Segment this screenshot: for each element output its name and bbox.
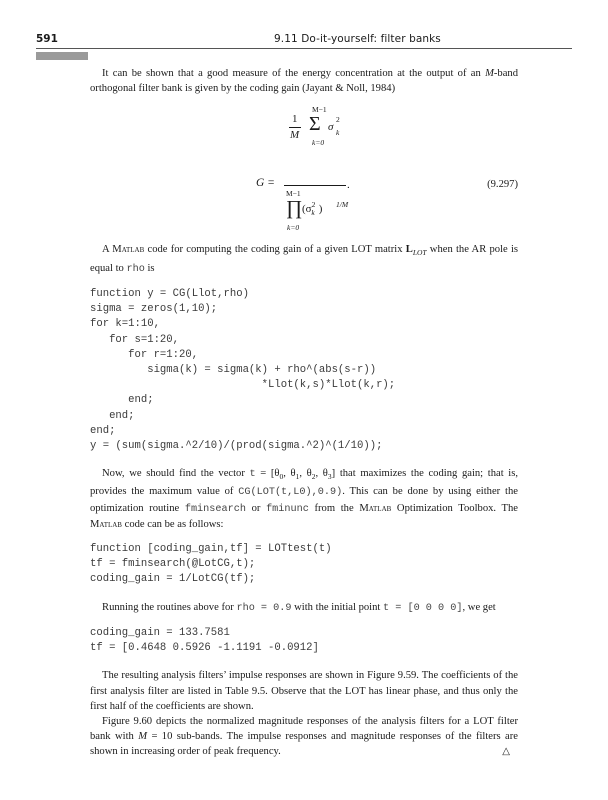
para3-text-h: or xyxy=(245,502,267,514)
para2-text-b: code for computing the coding gain of a given LOT matrix xyxy=(144,244,406,256)
bottom-prod-lower-limit: k=0 xyxy=(287,223,300,233)
end-of-example-triangle-icon: △ xyxy=(502,746,510,758)
header-bar xyxy=(36,52,88,60)
para2-text-a: A xyxy=(102,244,113,256)
matlab-name: Matlab xyxy=(359,502,392,514)
prod-exponent: 1/M xyxy=(336,200,349,210)
paragraph-coding-gain-intro xyxy=(90,66,518,96)
sigma-subscript: k xyxy=(336,128,340,138)
code-cg-call: CG(LOT(t,L0),0.9) xyxy=(238,487,343,499)
matlab-name: Matlab xyxy=(90,518,122,530)
para4-text-c: , we get xyxy=(462,601,496,613)
equation-lhs: G = xyxy=(256,177,275,190)
code-t: t xyxy=(249,469,256,481)
math-M: M xyxy=(485,68,494,79)
paragraph-optimization xyxy=(90,466,518,532)
code-fminsearch: fminsearch xyxy=(184,503,246,515)
para2-text-d: is xyxy=(144,262,155,274)
para3-text-g: . This can be done by using either the optimization routine xyxy=(90,486,518,514)
bottom-prod-upper-limit: M−1 xyxy=(286,189,301,199)
para1-text-a: It can be shown that a good measure of the energy concentration at the output of an xyxy=(102,68,481,79)
top-sum-upper-limit: M−1 xyxy=(312,105,327,115)
paragraph-running-routines xyxy=(90,600,518,616)
paragraph-magnitude-responses xyxy=(90,714,518,760)
code-fminunc: fminunc xyxy=(266,503,309,515)
para1-text-b: -band orthogonal filter bank is given by the coding gain (Jayant & Noll, 1984) xyxy=(90,68,519,95)
math-M: M xyxy=(138,731,148,743)
product-symbol: ∏ xyxy=(286,197,303,220)
equation-9-297 xyxy=(90,100,518,233)
code-block-lottest: function [coding_gain,tf] = LOTtest(t) tf = fminsearch(@LotCG,t); coding_gain = 1/LotCG(tf); xyxy=(90,543,332,586)
code-block-results: coding_gain = 133.7581 tf = [0.4648 0.5926 -1.1191 -0.0912] xyxy=(90,626,319,655)
page-header xyxy=(36,33,572,49)
frac-bar-small xyxy=(289,127,301,128)
page-number: 591 xyxy=(36,33,58,45)
equation-period: . xyxy=(347,179,350,192)
para3-text-a: Now, we should find the vector xyxy=(102,468,250,480)
theta-sub-0: 0 xyxy=(279,472,284,482)
code-rho-eq: rho = 0.9 xyxy=(236,602,292,614)
math-L-subscript: LOT xyxy=(412,248,427,258)
prod-term-open: (σ xyxy=(302,203,312,216)
product-term xyxy=(302,200,323,218)
summation-symbol: Σ xyxy=(309,113,321,136)
para3-text-e: , θ xyxy=(315,468,328,480)
para2-text-c: when the AR pole is equal to xyxy=(90,244,519,274)
running-head: 9.11 Do-it-yourself: filter banks xyxy=(274,33,441,45)
theta-sub-3: 3 xyxy=(327,472,332,482)
matlab-name: Matlab xyxy=(112,244,145,256)
code-t-init: t = [0 0 0 0] xyxy=(383,602,463,614)
para3-text-d: , θ xyxy=(299,468,312,480)
para6-text-a: Figure 9.60 depicts the normalized magnitude responses of the analysis filters for a LOT filter bank with xyxy=(90,715,518,743)
para3-text-c: , θ xyxy=(283,468,296,480)
page-body xyxy=(90,66,518,760)
theta-sub-2: 2 xyxy=(311,472,316,482)
sigma-superscript: 2 xyxy=(336,115,340,125)
sigma-term: σ xyxy=(328,121,334,134)
prod-term-close: ) xyxy=(318,203,323,216)
para4-text-a: Running the routines above for xyxy=(102,601,237,613)
top-sum-lower-limit: k=0 xyxy=(312,138,325,148)
prod-subscript: k xyxy=(311,208,315,218)
para4-text-b: with the initial point xyxy=(291,601,384,613)
para3-text-b: = [θ xyxy=(255,468,280,480)
para3-text-f: ] that maximizes the coding gain; that is, provides the maximum value of xyxy=(90,468,519,498)
prod-superscript: 2 xyxy=(311,200,316,210)
frac-numerator: 1 xyxy=(292,113,298,126)
frac-denominator: M xyxy=(290,129,300,142)
paragraph-matlab-lot-intro xyxy=(90,242,518,277)
code-rho: rho xyxy=(126,263,145,275)
para3-text-k: code can be as follows: xyxy=(121,518,224,530)
paragraph-impulse-responses: The resulting analysis filters’ impulse responses are shown in Figure 9.59. The coefficients of the first analysis filter are listed in Table 9.5. Observe that the LOT has linear phase, and thus only the first half of the coefficients are shown. xyxy=(90,670,518,712)
equation-number: (9.297) xyxy=(487,179,518,191)
para6-text-b: = 10 sub-bands. The impulse responses and magnitude responses of the filters are shown in increasing order of peak frequency. xyxy=(90,731,518,758)
main-fraction-bar xyxy=(284,185,346,186)
header-rule xyxy=(36,48,572,49)
para3-text-j: Optimization Toolbox. The xyxy=(391,502,518,514)
math-L: L xyxy=(405,244,413,256)
theta-sub-1: 1 xyxy=(295,472,300,482)
code-block-cg-function: function y = CG(Llot,rho) sigma = zeros(1,10); for k=1:10, for s=1:20, for r=1:20, sigma(k) = sigma(k) + rho^(abs(s-r)) *Llot(k,s)*Llot(k,r); end; end; end; y = (sum(sigma.^2/10)/(prod(sigma.^2)^(1/10)); xyxy=(90,287,396,452)
para3-text-i: from the xyxy=(308,502,360,514)
